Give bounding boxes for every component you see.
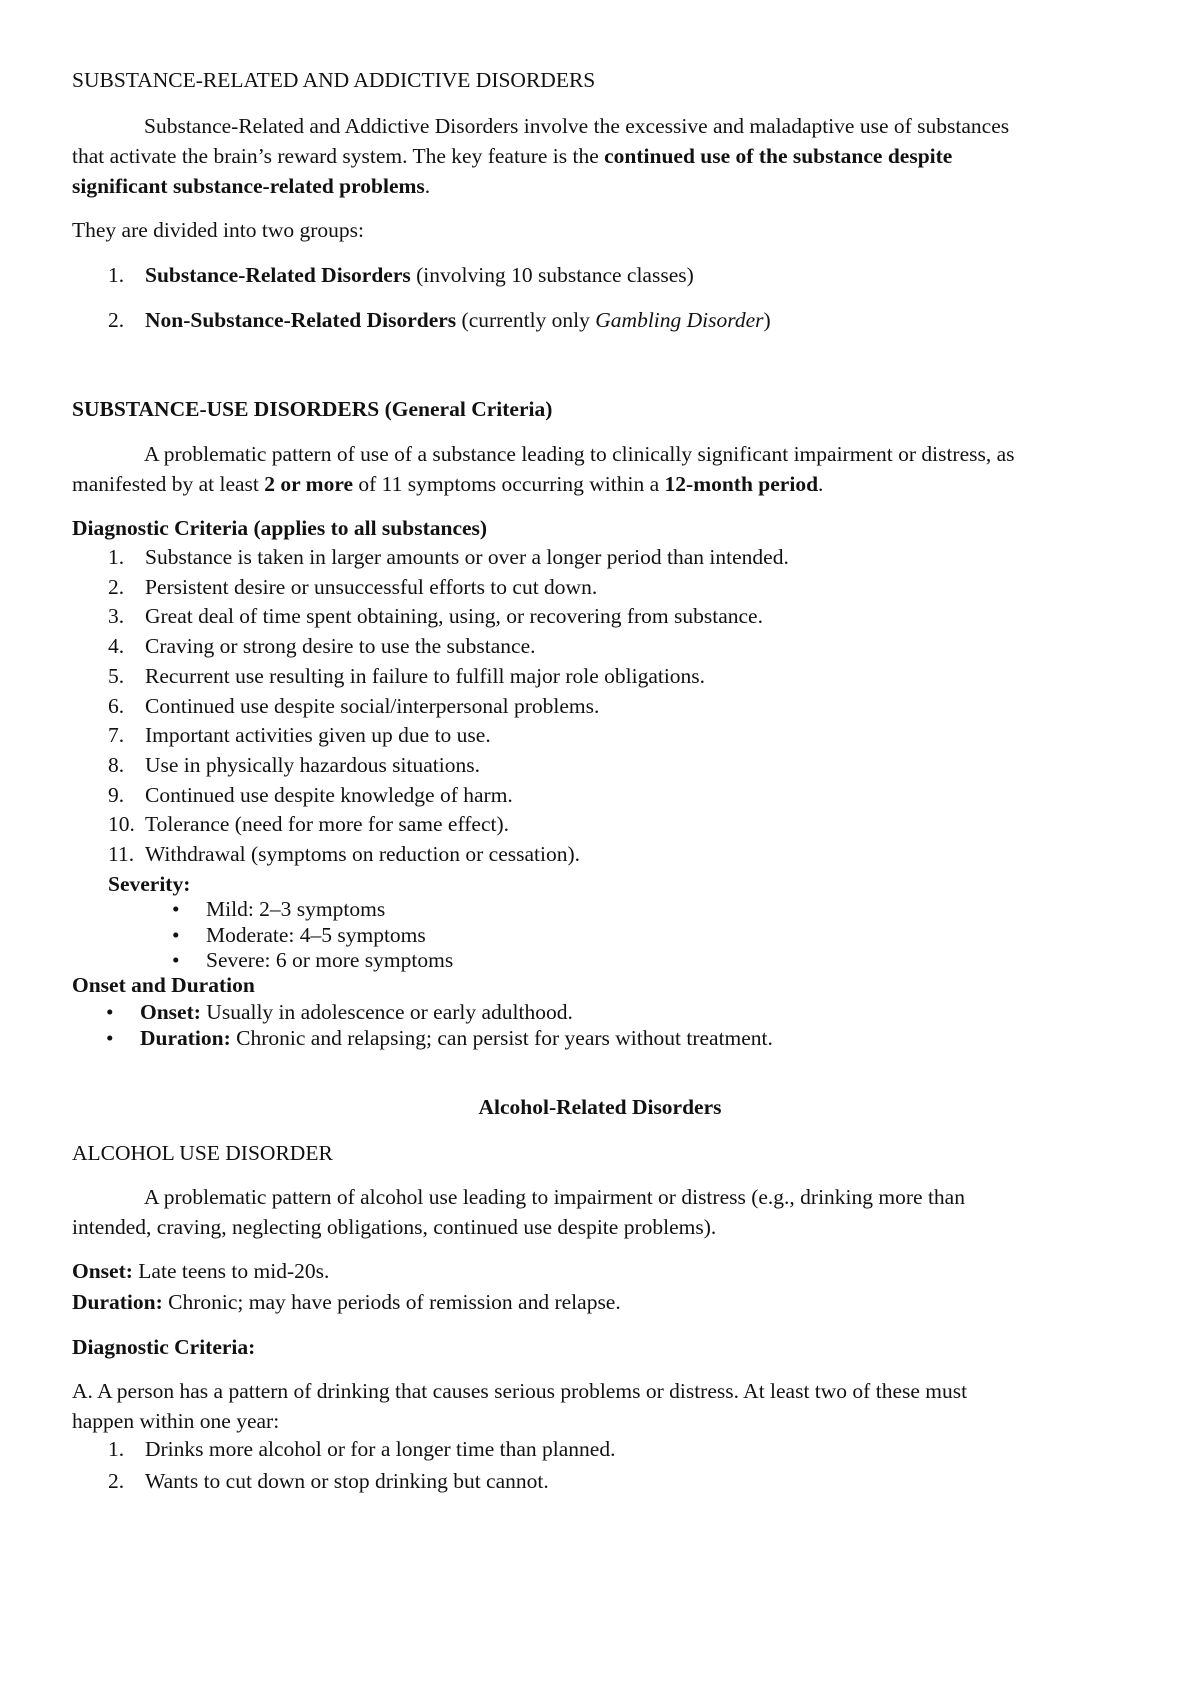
- alcohol-criterion-a-line-2: happen within one year:: [72, 1409, 280, 1433]
- criteria-item: [72, 660, 1136, 692]
- criteria-text: Withdrawal (symptoms on reduction or cessation).: [145, 842, 581, 866]
- criteria-item: [72, 690, 1136, 722]
- criteria-item: [72, 541, 1136, 573]
- alcohol-duration: Duration: Chronic; may have periods of remission and relapse.: [72, 1290, 621, 1314]
- criteria-number: 5.: [108, 663, 125, 688]
- intro-paragraph-line-2: that activate the brain’s reward system. The key feature is the continued use of the substance despite: [72, 144, 953, 168]
- alcohol-criterion-a-line-1: A. A person has a pattern of drinking that causes serious problems or distress. At least two of these must: [72, 1379, 968, 1403]
- alcohol-description-line-1: A problematic pattern of alcohol use leading to impairment or distress (e.g., drinking more than: [144, 1185, 965, 1209]
- criteria-item: [72, 808, 1136, 840]
- duration-bullet: • Duration: Chronic and relapsing; can persist for years without treatment.: [106, 1026, 773, 1050]
- alcohol-related-heading: Alcohol-Related Disorders: [478, 1095, 722, 1119]
- group-item-non-substance-related: 2. Non-Substance-Related Disorders (currently only Gambling Disorder): [108, 308, 771, 332]
- criteria-item: [72, 838, 1136, 870]
- bullet: •: [172, 922, 180, 947]
- criteria-text: Craving or strong desire to use the substance.: [145, 634, 536, 659]
- section-heading-substance-use: SUBSTANCE-USE DISORDERS (General Criteria): [72, 397, 553, 421]
- severity-text: Moderate: 4–5 symptoms: [206, 922, 426, 947]
- alcohol-use-disorder-heading: ALCOHOL USE DISORDER: [72, 1141, 333, 1165]
- bullet: •: [172, 948, 180, 972]
- alcohol-item-1: 1. Drinks more alcohol or for a longer time than planned.: [108, 1437, 616, 1461]
- onset-bullet: • Onset: Usually in adolescence or early adulthood.: [106, 1000, 573, 1024]
- intro-paragraph-line-1: Substance-Related and Addictive Disorders involve the excessive and maladaptive use of substances: [144, 114, 1010, 138]
- criteria-number: 11.: [108, 842, 135, 866]
- criteria-item: [72, 600, 1136, 632]
- criteria-number: 4.: [108, 634, 125, 659]
- onset-duration-heading: Onset and Duration: [72, 973, 255, 997]
- criteria-heading: Diagnostic Criteria (applies to all substances): [72, 516, 488, 540]
- criteria-text: Continued use despite knowledge of harm.: [145, 782, 513, 807]
- criteria-text: Persistent desire or unsuccessful efforts to cut down.: [145, 574, 598, 599]
- criteria-text: Great deal of time spent obtaining, using, or recovering from substance.: [145, 604, 763, 629]
- criteria-text: Continued use despite social/interpersonal problems.: [145, 693, 600, 718]
- criteria-number: 9.: [108, 782, 125, 807]
- criteria-number: 1.: [108, 545, 125, 569]
- criteria-text: Tolerance (need for more for same effect).: [145, 812, 509, 837]
- criteria-number: 6.: [108, 693, 125, 718]
- criteria-number: 8.: [108, 752, 125, 777]
- alcohol-item-2: 2. Wants to cut down or stop drinking but cannot.: [108, 1469, 549, 1493]
- criteria-text: Important activities given up due to use.: [145, 723, 491, 748]
- general-criteria-line-2: manifested by at least 2 or more of 11 symptoms occurring within a 12-month period.: [72, 472, 824, 496]
- criteria-text: Substance is taken in larger amounts or over a longer period than intended.: [145, 545, 789, 569]
- criteria-item: [72, 749, 1136, 781]
- criteria-item: [72, 630, 1136, 662]
- criteria-item: [72, 779, 1136, 811]
- alcohol-description-line-2: intended, craving, neglecting obligations, continued use despite problems).: [72, 1215, 717, 1239]
- section-heading-substance-related: SUBSTANCE-RELATED AND ADDICTIVE DISORDERS: [72, 68, 596, 92]
- bullet: •: [172, 897, 180, 921]
- group-item-substance-related: 1. Substance-Related Disorders (involving 10 substance classes): [108, 263, 694, 287]
- criteria-text: Recurrent use resulting in failure to fulfill major role obligations.: [145, 663, 706, 688]
- criteria-item: [72, 719, 1136, 751]
- intro-paragraph-line-3: significant substance-related problems.: [72, 174, 431, 198]
- criteria-item: [72, 571, 1136, 603]
- severity-text: Severe: 6 or more symptoms: [206, 948, 454, 972]
- criteria-number: 10.: [108, 812, 135, 837]
- criteria-number: 3.: [108, 604, 125, 629]
- alcohol-onset: Onset: Late teens to mid-20s.: [72, 1259, 330, 1283]
- groups-intro: They are divided into two groups:: [72, 218, 364, 242]
- severity-text: Mild: 2–3 symptoms: [206, 897, 386, 921]
- alcohol-criteria-heading: Diagnostic Criteria:: [72, 1335, 256, 1359]
- general-criteria-line-1: A problematic pattern of use of a substance leading to clinically significant impairment or distress, as: [144, 442, 1015, 466]
- severity-label: Severity:: [108, 872, 191, 896]
- criteria-number: 7.: [108, 723, 125, 748]
- criteria-number: 2.: [108, 574, 125, 599]
- criteria-text: Use in physically hazardous situations.: [145, 752, 480, 777]
